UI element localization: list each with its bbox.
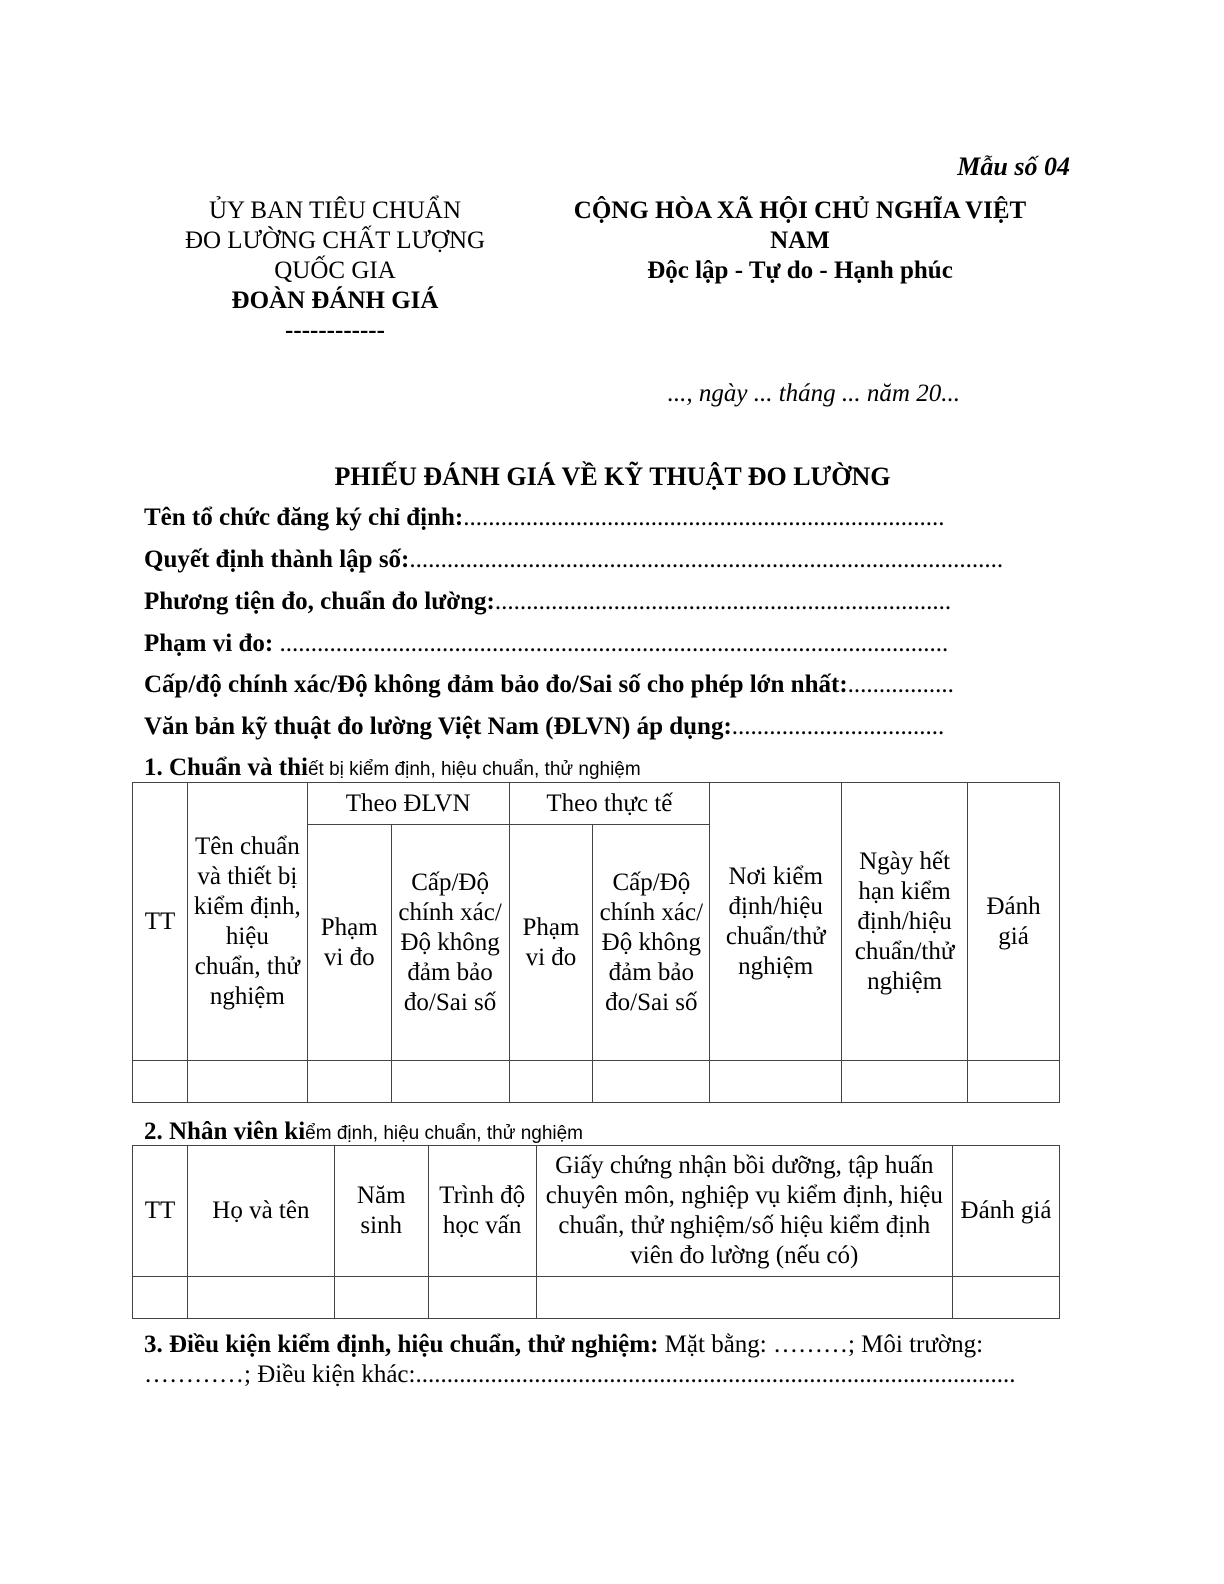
header-education: Trình độ học vấn xyxy=(428,1146,536,1277)
field-label: Tên tổ chức đăng ký chỉ định: xyxy=(144,504,464,531)
field-label: Phương tiện đo, chuẩn đo lường: xyxy=(144,588,495,615)
field-instrument xyxy=(144,588,1084,616)
document-title: PHIẾU ĐÁNH GIÁ VỀ KỸ THUẬT ĐO LƯỜNG xyxy=(334,462,891,491)
field-blank: ................. xyxy=(847,671,954,698)
agency-line: ỦY BAN TIÊU CHUẨN xyxy=(208,197,462,224)
agency-line: ĐO LƯỜNG CHẤT LƯỢNG xyxy=(184,227,486,254)
header-full-name: Họ và tên xyxy=(187,1146,334,1277)
nation-name-line1: CỘNG HÒA XÃ HỘI CHỦ NGHĨA VIỆT xyxy=(573,197,1027,224)
table-cell[interactable] xyxy=(842,1061,968,1103)
header-expiry-date: Ngày hết hạn kiểm định/hiệu chuẩn/thử nghiệm xyxy=(842,783,968,1061)
field-range xyxy=(144,630,1084,658)
field-technical-document xyxy=(144,713,1084,741)
issuing-agency xyxy=(140,196,530,346)
section3-conditions xyxy=(144,1330,1074,1390)
header-calibration-place: Nơi kiểm định/hiệu chuẩn/thử nghiệm xyxy=(710,783,842,1061)
table-cell[interactable] xyxy=(307,1061,391,1103)
section3-heading: 3. Điều kiện kiểm định, hiệu chuẩn, thử nghiệm: xyxy=(144,1331,659,1358)
header-dlvn-range: Phạm vi đo xyxy=(307,825,391,1061)
table-cell[interactable] xyxy=(187,1277,334,1319)
field-label: Văn bản kỹ thuật đo lường Việt Nam (ĐLVN) áp dụng: xyxy=(144,713,732,740)
header-birth-year: Năm sinh xyxy=(334,1146,428,1277)
field-decision-number xyxy=(144,546,1084,574)
field-blank: ......................................................................... xyxy=(494,588,952,615)
date-line: ..., ngày ... tháng ... năm 20... xyxy=(667,380,960,407)
header-certificate: Giấy chứng nhận bồi dưỡng, tập huấn chuyên môn, nghiệp vụ kiểm định, hiệu chuẩn, thử nghiệm/số hiệu kiểm định viên đo lường (nếu có) xyxy=(536,1146,952,1277)
table-cell[interactable] xyxy=(593,1061,710,1103)
section1-heading-tail: ết bị kiểm định, hiệu chuẩn, thử nghiệm xyxy=(307,759,641,780)
field-label: Phạm vi đo: xyxy=(144,630,280,657)
section2-heading-tail: ểm định, hiệu chuẩn, thử nghiệm xyxy=(305,1123,584,1144)
field-label: Quyết định thành lập số: xyxy=(144,546,410,573)
field-label: Cấp/độ chính xác/Độ không đảm bảo đo/Sai số cho phép lớn nhất: xyxy=(144,671,848,698)
header-theo-dlvn: Theo ĐLVN xyxy=(307,783,509,825)
form-number: Mẫu số 04 xyxy=(957,152,1070,181)
national-heading xyxy=(545,196,1055,286)
section2-heading-bold: 2. Nhân viên ki xyxy=(144,1118,306,1145)
header-actual-accuracy: Cấp/Độ chính xác/Độ không đảm bảo đo/Sai số xyxy=(593,825,710,1061)
header-tt: TT xyxy=(133,1146,188,1277)
table-row xyxy=(133,1061,1060,1103)
nation-name-line2: NAM xyxy=(770,227,830,254)
header-rating: Đánh giá xyxy=(953,1146,1060,1277)
national-motto: Độc lập - Tự do - Hạnh phúc xyxy=(647,257,953,284)
field-blank: ............................................................................. xyxy=(463,504,945,531)
header-theo-thuc-te: Theo thực tế xyxy=(509,783,710,825)
field-blank: ............................................................................................... xyxy=(409,546,1004,573)
table-cell[interactable] xyxy=(187,1061,307,1103)
field-blank: .................................. xyxy=(731,713,945,740)
field-blank: ........................................................................................................... xyxy=(279,630,949,657)
header-actual-range: Phạm vi đo xyxy=(509,825,593,1061)
section1-heading-bold: 1. Chuẩn và thi xyxy=(144,754,308,781)
table-cell[interactable] xyxy=(509,1061,593,1103)
header-tt: TT xyxy=(133,783,188,1061)
table-cell[interactable] xyxy=(391,1061,509,1103)
table-cell[interactable] xyxy=(710,1061,842,1103)
agency-line: QUỐC GIA xyxy=(274,257,396,284)
table-cell[interactable] xyxy=(953,1277,1060,1319)
table-cell[interactable] xyxy=(334,1277,428,1319)
equipment-table xyxy=(132,782,1060,1103)
team-name: ĐOÀN ĐÁNH GIÁ xyxy=(231,287,439,314)
table-cell[interactable] xyxy=(133,1277,188,1319)
table-row xyxy=(133,1277,1060,1319)
section1-heading xyxy=(144,754,641,782)
field-accuracy xyxy=(144,671,1084,699)
table-cell[interactable] xyxy=(133,1061,188,1103)
agency-separator: ------------ xyxy=(285,317,385,344)
header-rating: Đánh giá xyxy=(968,783,1060,1061)
table-cell[interactable] xyxy=(536,1277,952,1319)
section3-text: Mặt bằng: ………; Môi trường: …………; Điều kiện khác:................................................................................................ xyxy=(144,1331,1016,1388)
header-dlvn-accuracy: Cấp/Độ chính xác/Độ không đảm bảo đo/Sai số xyxy=(391,825,509,1061)
table-cell[interactable] xyxy=(968,1061,1060,1103)
staff-table xyxy=(132,1145,1060,1319)
section2-heading xyxy=(144,1118,583,1146)
header-equipment-name: Tên chuẩn và thiết bị kiểm định, hiệu chuẩn, thử nghiệm xyxy=(187,783,307,1061)
table-cell[interactable] xyxy=(428,1277,536,1319)
field-organization xyxy=(144,504,1084,532)
